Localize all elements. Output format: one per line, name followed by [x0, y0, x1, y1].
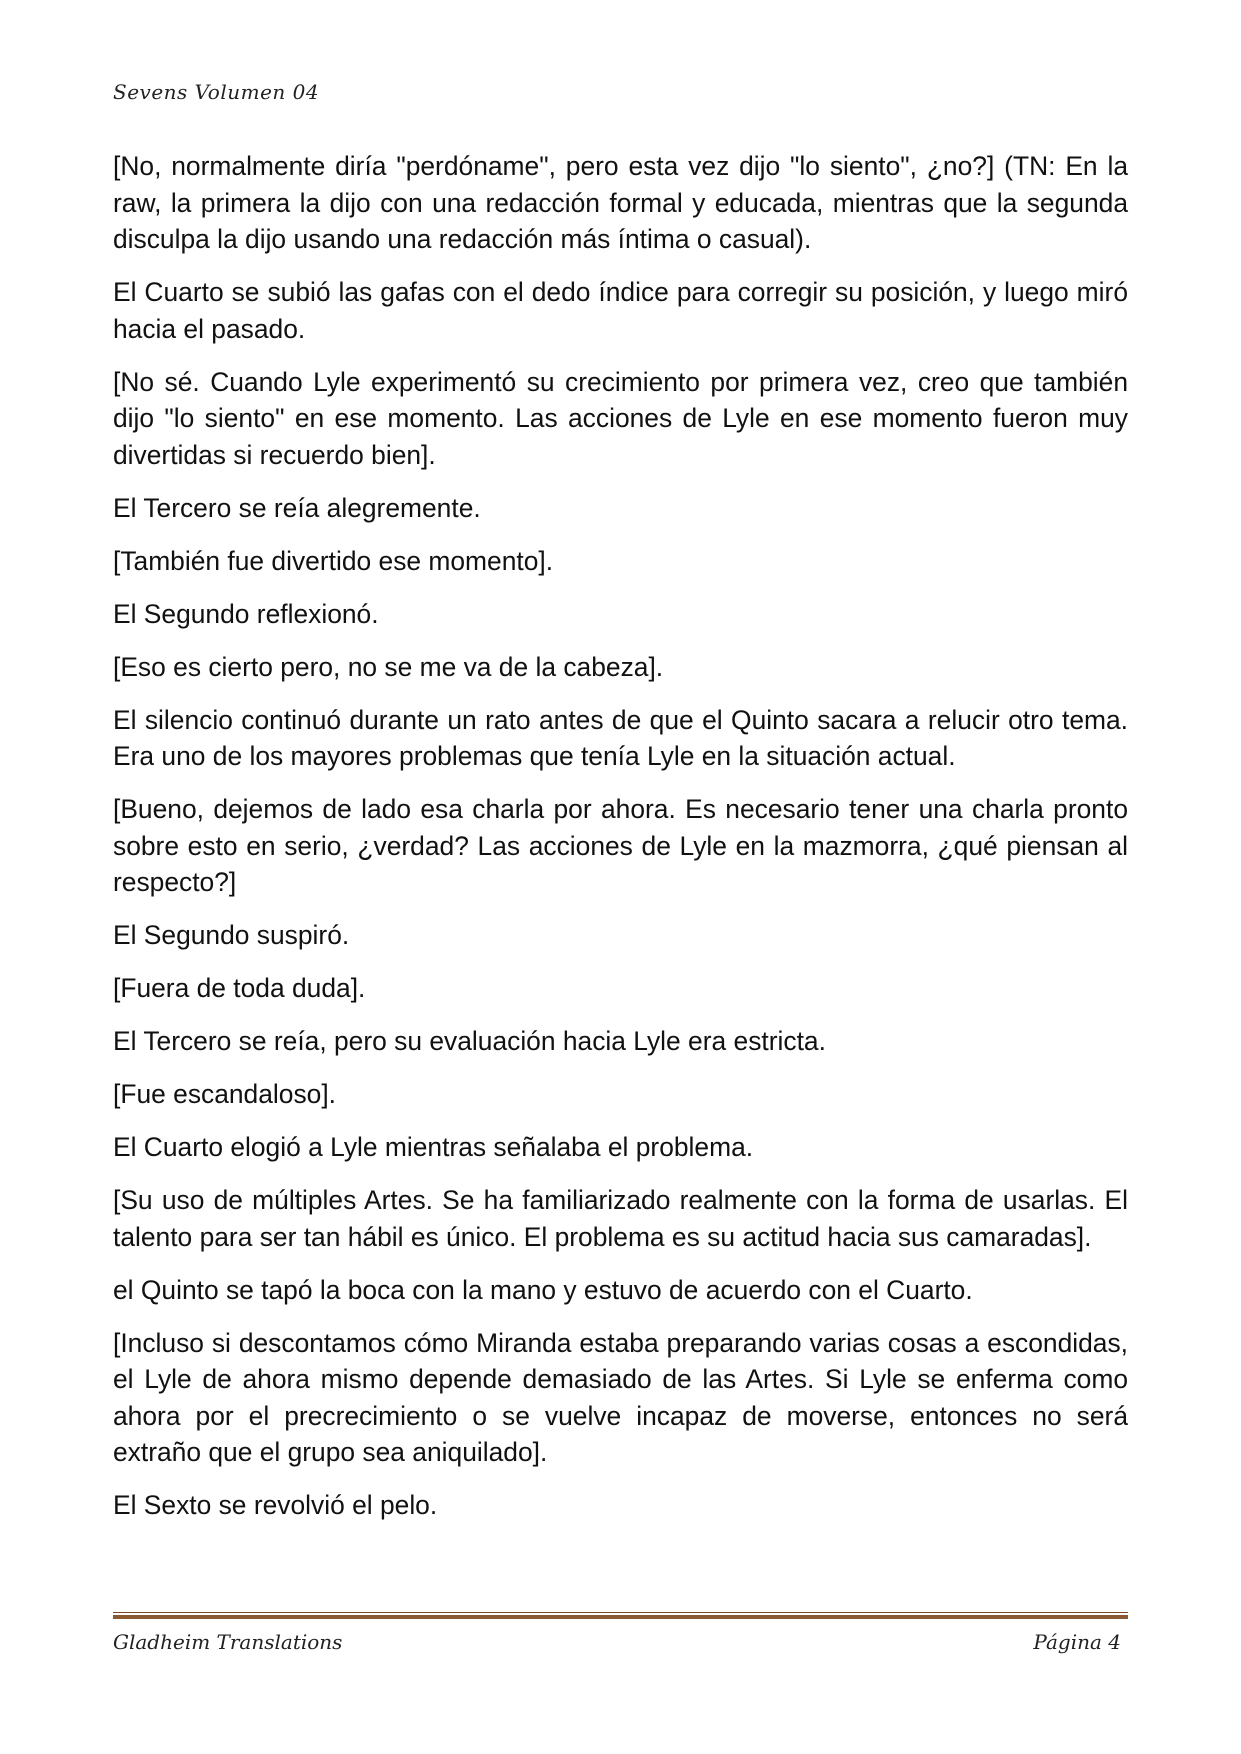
running-header: Sevens Volumen 04	[113, 80, 320, 104]
footer-divider-thick	[113, 1615, 1128, 1619]
paragraph: El Cuarto elogió a Lyle mientras señalaba el problema.	[113, 1132, 754, 1162]
paragraph: El Sexto se revolvió el pelo.	[113, 1490, 438, 1520]
paragraph: [No, normalmente diría "perdóname", pero esta vez dijo "lo siento", ¿no?] (TN: En la raw, la primera la dijo con una redacción formal y educada, mientras que la segunda disculpa la dijo usando una redacción más íntima o casual).	[113, 151, 1128, 254]
paragraph: [Eso es cierto pero, no se me va de la cabeza].	[113, 651, 664, 682]
paragraph: [No sé. Cuando Lyle experimentó su crecimiento por primera vez, creo que también dijo "lo siento" en ese momento. Las acciones de Lyle en ese momento fueron muy divertidas si recuerdo bien].	[113, 366, 1128, 470]
paragraph: El Segundo suspiró.	[113, 920, 350, 950]
paragraph: El silencio continuó durante un rato antes de que el Quinto sacara a relucir otro tema. Era uno de los mayores problemas que tenía Lyle en la situación actual.	[113, 704, 1128, 771]
footer-page-number: Página 4	[1033, 1630, 1121, 1654]
paragraph: [Fuera de toda duda].	[113, 973, 366, 1003]
paragraph: el Quinto se tapó la boca con la mano y estuvo de acuerdo con el Cuarto.	[113, 1274, 973, 1305]
paragraph: El Tercero se reía alegremente.	[113, 492, 481, 523]
paragraph: [Incluso si descontamos cómo Miranda estaba preparando varias cosas a escondidas, el Lyle de ahora mismo depende demasiado de las Artes. Si Lyle se enferma como ahora por el precrecimiento o se vuelve incapaz de moverse, entonces no será extraño que el grupo sea aniquilado].	[113, 1327, 1128, 1467]
footer-divider	[113, 1612, 1128, 1619]
footer-divider-thin	[113, 1612, 1128, 1613]
paragraph: El Cuarto se subió las gafas con el dedo índice para corregir su posición, y luego miró hacia el pasado.	[113, 277, 1128, 344]
paragraph: El Segundo reflexionó.	[113, 598, 379, 629]
paragraph: [Fue escandaloso].	[113, 1079, 336, 1109]
paragraph: [Bueno, dejemos de lado esa charla por ahora. Es necesario tener una charla pronto sobre esto en serio, ¿verdad? Las acciones de Lyle en la mazmorra, ¿qué piensan al respecto?]	[113, 794, 1128, 897]
paragraph: [También fue divertido ese momento].	[113, 545, 554, 576]
paragraph: El Tercero se reía, pero su evaluación hacia Lyle era estricta.	[113, 1026, 826, 1056]
paragraph: [Su uso de múltiples Artes. Se ha familiarizado realmente con la forma de usarlas. El talento para ser tan hábil es único. El problema es su actitud hacia sus camaradas].	[113, 1185, 1128, 1252]
body-text	[113, 148, 1128, 1540]
footer-publisher: Gladheim Translations	[113, 1630, 343, 1654]
